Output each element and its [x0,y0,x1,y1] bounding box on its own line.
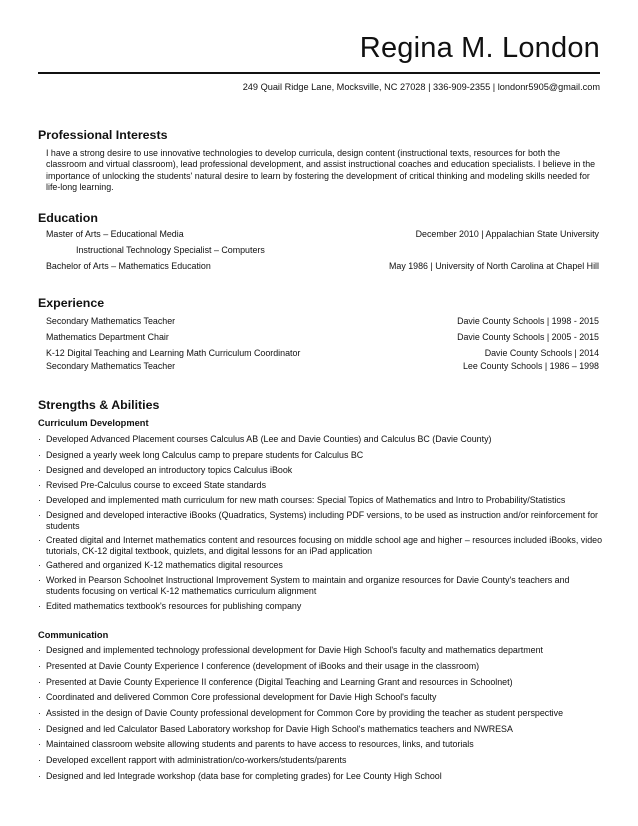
experience-position: Secondary Mathematics Teacher [46,361,176,371]
bullet-text: Edited mathematics textbook's resources for publishing company [46,601,302,611]
education-degree: Master of Arts – Educational Media [46,229,184,239]
bullet-item [38,692,604,703]
bullet-item [38,645,604,656]
experience-position: K-12 Digital Teaching and Learning Math Curriculum Coordinator [46,348,301,358]
education-row [76,245,599,257]
experience-employer-dates: Davie County Schools | 1998 - 2015 [457,316,599,326]
bullet-text: Designed and developed interactive iBooks (Quadratics, Systems) including PDF versions, to be used as instruction and/or reinforcement for students [46,510,599,531]
experience-employer-dates: Davie County Schools | 2014 [484,348,599,358]
section-title-interests: Professional Interests [38,128,168,142]
experience-position: Mathematics Department Chair [46,332,169,342]
education-date-school: December 2010 | Appalachian State University [415,229,599,239]
header-rule [38,72,600,74]
subsection-title-communication: Communication [38,630,109,640]
education-degree: Bachelor of Arts – Mathematics Education [46,261,211,271]
bullet-item [38,535,604,556]
bullet-item [38,661,604,672]
education-degree: Instructional Technology Specialist – Computers [76,245,265,255]
bullet-text: Developed and implemented math curriculum for new math courses: Special Topics of Mathematics and Intro to Probability/Statistics [46,495,566,505]
bullet-marker: · [38,724,41,734]
bullet-item [38,434,604,445]
bullet-text: Revised Pre-Calculus course to exceed State standards [46,480,267,490]
bullet-text: Worked in Pearson Schoolnet Instructional Improvement System to maintain and organize resources for Davie County's teachers and students focusing on vertical K-12 mathematics curriculum alignment [46,575,570,596]
bullet-marker: · [38,450,41,460]
bullet-text: Coordinated and delivered Common Core professional development for Davie High School's faculty [46,692,437,702]
bullet-item [38,739,604,750]
bullet-marker: · [38,601,41,611]
contact-line: 249 Quail Ridge Lane, Mocksville, NC 27028 | 336-909-2355 | londonr5905@gmail.com [242,82,600,92]
bullet-item [38,450,604,461]
education-row [46,261,599,273]
interests-paragraph: I have a strong desire to use innovative technologies to develop curricula, design content (instructional texts, resources for both the classroom and virtual classroom), lead professional development, and assist instructional coaches and education specialists. I believe in the importance of unlocking the students' natural desire to learn by fostering the development of critical thinking and modeling skills needed for life-long learning. [46,148,596,192]
bullet-item [38,771,604,782]
bullet-item [38,575,604,596]
bullet-text: Developed excellent rapport with administration/co-workers/students/parents [46,755,347,765]
experience-position: Secondary Mathematics Teacher [46,316,176,326]
bullet-marker: · [38,480,41,490]
bullet-text: Presented at Davie County Experience II conference (Digital Teaching and Learning Grant and resources in Schoolnet) [46,677,513,687]
education-row [46,229,599,241]
bullet-text: Developed Advanced Placement courses Calculus AB (Lee and Davie Counties) and Calculus BC (Davie County) [46,434,492,444]
bullet-marker: · [38,510,41,520]
resume-name: Regina M. London [359,32,600,64]
bullet-text: Presented at Davie County Experience I conference (development of iBooks and their usage in the classroom) [46,661,480,671]
experience-row [46,332,599,344]
bullet-marker: · [38,708,41,718]
bullet-item [38,480,604,491]
bullet-marker: · [38,535,41,545]
bullet-text: Designed a yearly week long Calculus camp to prepare students for Calculus BC [46,450,364,460]
subsection-title-curriculum: Curriculum Development [38,418,149,428]
bullet-text: Designed and led Calculator Based Laboratory workshop for Davie High School's mathematics teachers and NWRESA [46,724,513,734]
experience-employer-dates: Lee County Schools | 1986 – 1998 [462,361,599,371]
bullet-marker: · [38,771,41,781]
bullet-item [38,510,604,531]
bullet-marker: · [38,560,41,570]
bullet-marker: · [38,495,41,505]
bullet-item [38,465,604,476]
section-title-experience: Experience [38,296,105,310]
section-title-education: Education [38,211,98,225]
bullet-text: Maintained classroom website allowing students and parents to have access to resources, links, and tutorials [46,739,474,749]
bullet-marker: · [38,434,41,444]
bullet-text: Designed and developed an introductory topics Calculus iBook [46,465,293,475]
bullet-text: Designed and led Integrade workshop (data base for completing grades) for Lee County High School [46,771,442,781]
bullet-item [38,677,604,688]
bullet-text: Designed and implemented technology professional development for Davie High School's faculty and mathematics department [46,645,543,655]
bullet-item [38,708,604,719]
experience-row [46,348,599,360]
bullet-item [38,560,604,571]
bullet-text: Gathered and organized K-12 mathematics digital resources [46,560,283,570]
bullet-marker: · [38,645,41,655]
experience-employer-dates: Davie County Schools | 2005 - 2015 [457,332,599,342]
bullet-item [38,724,604,735]
bullet-marker: · [38,575,41,585]
bullet-marker: · [38,739,41,749]
bullet-marker: · [38,661,41,671]
bullet-item [38,755,604,766]
bullet-text: Assisted in the design of Davie County professional development for Common Core by providing the teacher as student perspective [46,708,564,718]
experience-row [46,316,599,328]
bullet-marker: · [38,755,41,765]
experience-row [46,361,599,373]
bullet-marker: · [38,692,41,702]
bullet-text: Created digital and Internet mathematics content and resources focusing on middle school age and higher – resources included iBooks, video tutorials, CK-12 digital textbook, quizlets, and digital lessons for an iPad application [46,535,603,556]
bullet-marker: · [38,677,41,687]
bullet-item [38,601,604,612]
education-date-school: May 1986 | University of North Carolina at Chapel Hill [389,261,599,271]
bullet-marker: · [38,465,41,475]
section-title-strengths: Strengths & Abilities [38,398,160,412]
bullet-item [38,495,604,506]
